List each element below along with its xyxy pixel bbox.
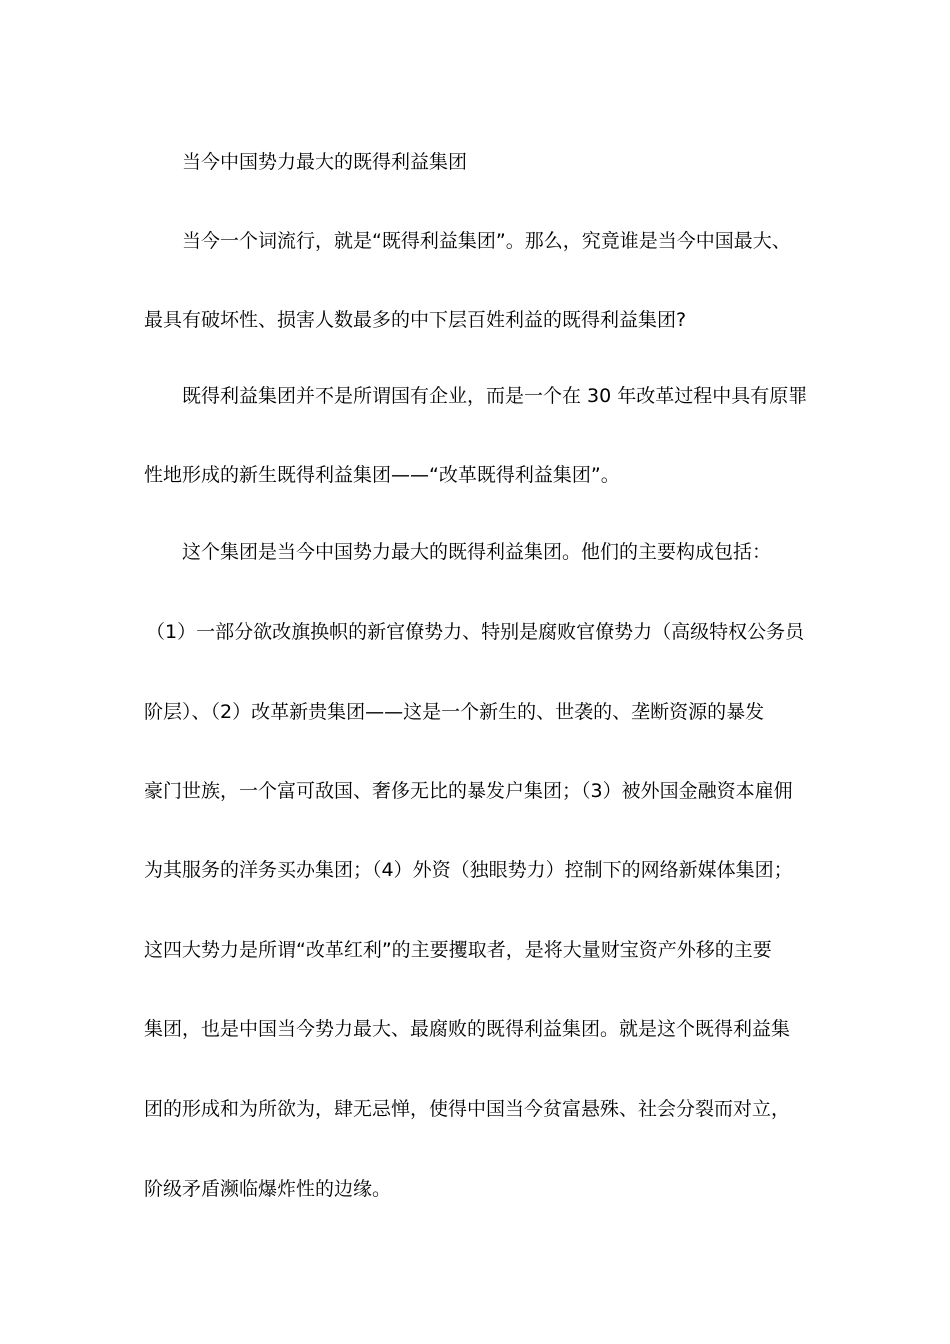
paragraph-line: 既得利益集团并不是所谓国有企业，而是一个在 30 年改革过程中具有原罪: [182, 385, 808, 407]
paragraph-line: 最具有破坏性、损害人数最多的中下层百姓利益的既得利益集团?: [144, 309, 687, 331]
paragraph-line: 阶级矛盾濒临爆炸性的边缘。: [144, 1178, 392, 1200]
paragraph-line: 团的形成和为所欲为，肆无忌惮，使得中国当今贫富悬殊、社会分裂而对立，: [144, 1098, 791, 1120]
paragraph-line: 这个集团是当今中国势力最大的既得利益集团。他们的主要构成包括：: [182, 541, 772, 563]
paragraph-line: 性地形成的新生既得利益集团——“改革既得利益集团”。: [144, 464, 620, 486]
paragraph-line: 阶层）、（2）改革新贵集团——这是一个新生的、世袭的、垄断资源的暴发: [144, 701, 765, 723]
paragraph-line: 为其服务的洋务买办集团；（4）外资（独眼势力）控制下的网络新媒体集团；: [144, 859, 793, 881]
document-title: 当今中国势力最大的既得利益集团: [182, 151, 468, 173]
paragraph-line: 这四大势力是所谓“改革红利”的主要攫取者，是将大量财宝资产外移的主要: [144, 939, 772, 961]
paragraph-line: 豪门世族，一个富可敌国、奢侈无比的暴发户集团；（3）被外国金融资本雇佣: [144, 780, 793, 802]
paragraph-line: 集团，也是中国当今势力最大、最腐败的既得利益集团。就是这个既得利益集: [144, 1018, 791, 1040]
paragraph-line: 当今一个词流行，就是“既得利益集团”。那么，究竟谁是当今中国最大、: [182, 230, 791, 252]
paragraph-line: （1）一部分欲改旗换帜的新官僚势力、特别是腐败官僚势力（高级特权公务员: [146, 621, 805, 643]
